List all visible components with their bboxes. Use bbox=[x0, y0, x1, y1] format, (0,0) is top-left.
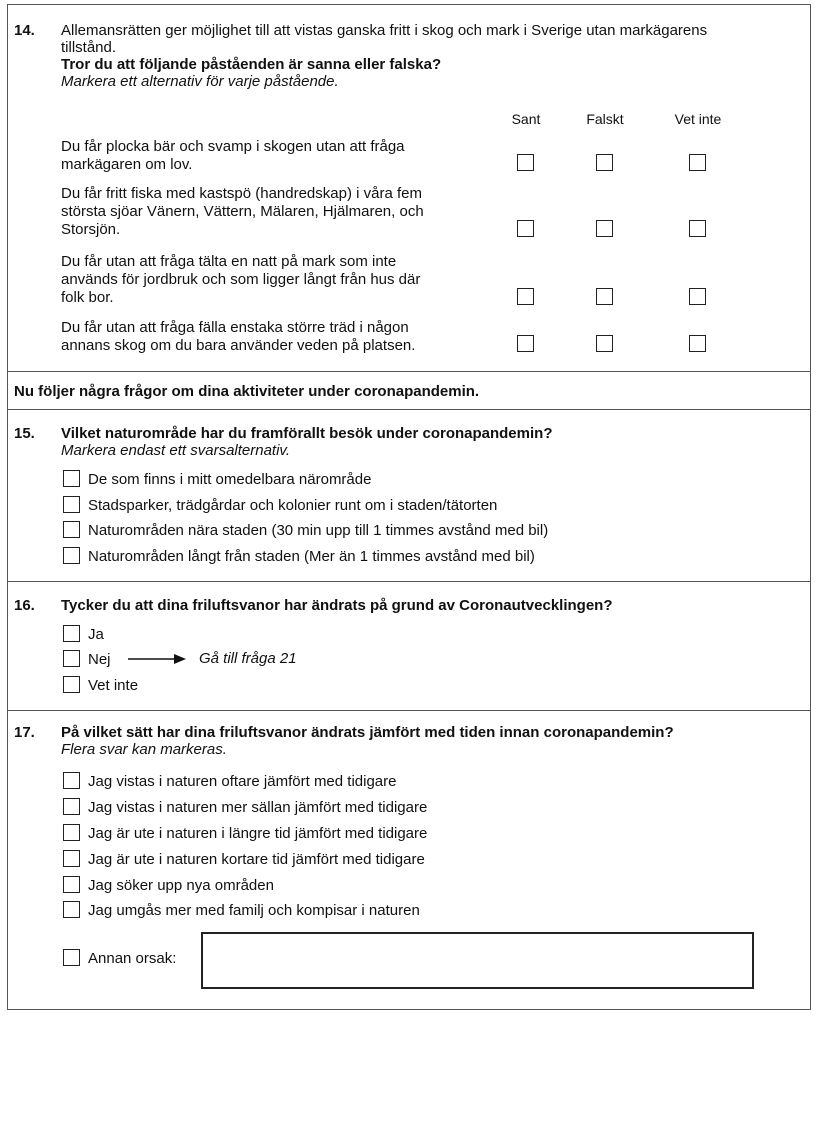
section-divider bbox=[8, 371, 810, 372]
option-label: Ja bbox=[88, 626, 104, 643]
skip-instruction: Gå till fråga 21 bbox=[199, 650, 297, 667]
checkbox[interactable] bbox=[63, 901, 80, 918]
statement-4-false-checkbox[interactable] bbox=[596, 335, 613, 352]
checkbox[interactable] bbox=[63, 521, 80, 538]
intro-line: Allemansrätten ger möjlighet till att vistas ganska fritt i skog och mark i Sverige utan markägarens bbox=[61, 22, 708, 39]
question-text bbox=[61, 724, 791, 758]
checkbox[interactable] bbox=[63, 676, 80, 693]
statement-2-true-checkbox[interactable] bbox=[517, 220, 534, 237]
statement-4 bbox=[61, 319, 481, 355]
statement-line: Storsjön. bbox=[61, 221, 121, 238]
statement-2-false-checkbox[interactable] bbox=[596, 220, 613, 237]
option-label: Vet inte bbox=[88, 677, 139, 694]
question-number: 17. bbox=[14, 724, 35, 741]
statement-line: folk bor. bbox=[61, 289, 114, 306]
checkbox[interactable] bbox=[63, 850, 80, 867]
column-header-true: Sant bbox=[511, 111, 541, 127]
statement-2-dont-know-checkbox[interactable] bbox=[689, 220, 706, 237]
arrow-right-icon bbox=[126, 652, 188, 666]
option-label: Nej bbox=[88, 651, 111, 668]
statement-3-false-checkbox[interactable] bbox=[596, 288, 613, 305]
option-label: Annan orsak: bbox=[88, 950, 177, 967]
section-divider bbox=[8, 710, 810, 711]
statement-line: annans skog om du bara använder veden på platsen. bbox=[61, 337, 416, 354]
checkbox[interactable] bbox=[63, 496, 80, 513]
option-label: Jag är ute i naturen kortare tid jämfört med tidigare bbox=[88, 851, 425, 868]
checkbox[interactable] bbox=[63, 625, 80, 642]
statement-3 bbox=[61, 253, 481, 307]
statement-4-true-checkbox[interactable] bbox=[517, 335, 534, 352]
statement-3-true-checkbox[interactable] bbox=[517, 288, 534, 305]
question-title: Tycker du att dina friluftsvanor har ändrats på grund av Coronautvecklingen? bbox=[61, 597, 613, 614]
question-instruction: Markera ett alternativ för varje påstående. bbox=[61, 73, 339, 90]
option-label: Jag vistas i naturen mer sällan jämfört med tidigare bbox=[88, 799, 428, 816]
option-label: Naturområden långt från staden (Mer än 1 timmes avstånd med bil) bbox=[88, 548, 535, 565]
statement-2 bbox=[61, 185, 481, 239]
checkbox[interactable] bbox=[63, 650, 80, 667]
checkbox[interactable] bbox=[63, 772, 80, 789]
question-text bbox=[61, 22, 791, 90]
section-divider bbox=[8, 581, 810, 582]
checkbox[interactable] bbox=[63, 824, 80, 841]
statement-line: Du får utan att fråga tälta en natt på mark som inte bbox=[61, 253, 397, 270]
question-number: 15. bbox=[14, 425, 35, 442]
option-label: Jag söker upp nya områden bbox=[88, 877, 274, 894]
option-label: Jag är ute i naturen i längre tid jämfört med tidigare bbox=[88, 825, 428, 842]
question-title: Tror du att följande påståenden är sanna eller falska? bbox=[61, 56, 442, 73]
statement-line: används för jordbruk och som ligger långt från hus där bbox=[61, 271, 421, 288]
statement-3-dont-know-checkbox[interactable] bbox=[689, 288, 706, 305]
statement-line: största sjöar Vänern, Vättern, Mälaren, Hjälmaren, och bbox=[61, 203, 424, 220]
other-reason-text-field[interactable] bbox=[201, 932, 754, 989]
option-label: Jag vistas i naturen oftare jämfört med tidigare bbox=[88, 773, 397, 790]
checkbox[interactable] bbox=[63, 470, 80, 487]
question-text bbox=[61, 425, 791, 459]
statement-4-dont-know-checkbox[interactable] bbox=[689, 335, 706, 352]
question-number: 14. bbox=[14, 22, 35, 39]
question-title: På vilket sätt har dina friluftsvanor ändrats jämfört med tiden innan coronapandemin? bbox=[61, 724, 674, 741]
checkbox[interactable] bbox=[63, 876, 80, 893]
statement-line: Du får plocka bär och svamp i skogen utan att fråga bbox=[61, 138, 405, 155]
question-title: Vilket naturområde har du framförallt besök under coronapandemin? bbox=[61, 425, 553, 442]
column-header-dont-know: Vet inte bbox=[674, 111, 722, 127]
survey-form bbox=[7, 4, 811, 1010]
statement-1-false-checkbox[interactable] bbox=[596, 154, 613, 171]
statement-line: markägaren om lov. bbox=[61, 156, 193, 173]
statement-line: Du får fritt fiska med kastspö (handredskap) i våra fem bbox=[61, 185, 422, 202]
option-label: Jag umgås mer med familj och kompisar i naturen bbox=[88, 902, 420, 919]
question-instruction: Flera svar kan markeras. bbox=[61, 741, 227, 758]
column-header-false: Falskt bbox=[586, 111, 624, 127]
checkbox[interactable] bbox=[63, 949, 80, 966]
question-number: 16. bbox=[14, 597, 35, 614]
statement-1-dont-know-checkbox[interactable] bbox=[689, 154, 706, 171]
statement-line: Du får utan att fråga fälla enstaka större träd i någon bbox=[61, 319, 409, 336]
statement-1 bbox=[61, 138, 481, 174]
section-banner: Nu följer några frågor om dina aktiviteter under coronapandemin. bbox=[14, 383, 480, 400]
statement-1-true-checkbox[interactable] bbox=[517, 154, 534, 171]
checkbox[interactable] bbox=[63, 547, 80, 564]
question-text bbox=[61, 597, 791, 614]
option-label: Naturområden nära staden (30 min upp till 1 timmes avstånd med bil) bbox=[88, 522, 549, 539]
question-14-section bbox=[8, 5, 810, 371]
question-instruction: Markera endast ett svarsalternativ. bbox=[61, 442, 290, 459]
option-label: Stadsparker, trädgårdar och kolonier runt om i staden/tätorten bbox=[88, 497, 498, 514]
intro-line: tillstånd. bbox=[61, 39, 117, 56]
option-label: De som finns i mitt omedelbara närområde bbox=[88, 471, 372, 488]
section-divider bbox=[8, 409, 810, 410]
checkbox[interactable] bbox=[63, 798, 80, 815]
